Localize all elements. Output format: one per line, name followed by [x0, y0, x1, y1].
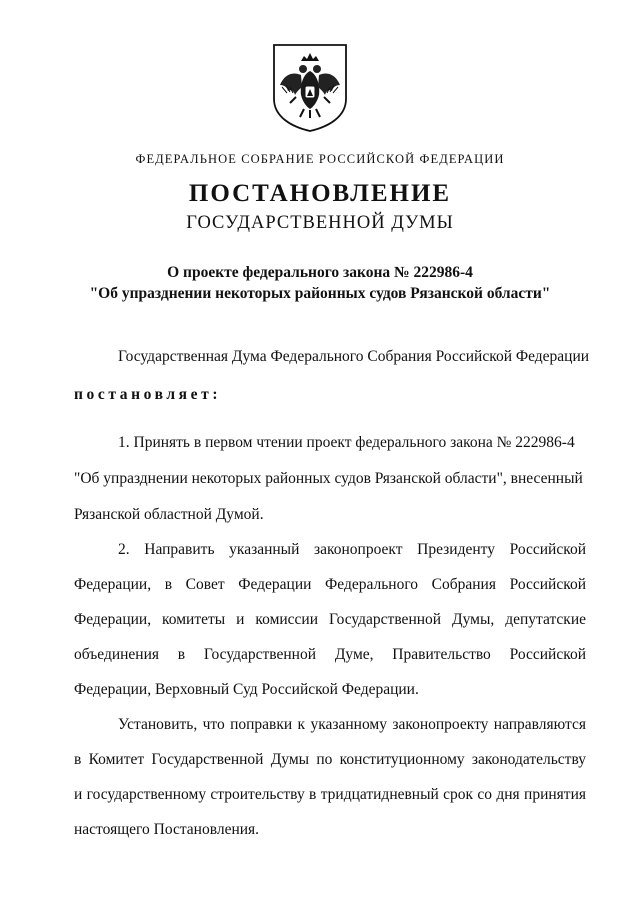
item1-line-3: Рязанской областной Думой.	[74, 506, 264, 523]
coat-of-arms-emblem	[270, 41, 350, 133]
item3-line-3: и государственному строительству в тридцатидневный срок со дня принятия	[74, 786, 586, 803]
item1-line-1: 1. Принять в первом чтении проект федерального закона № 222986-4	[118, 434, 575, 451]
item3-line-4: настоящего Постановления.	[74, 821, 260, 838]
resolves-text: постановляет:	[74, 386, 222, 403]
subject-line-1: О проекте федерального закона № 222986-4	[167, 264, 473, 281]
item2-line-4: объединения в Государственной Думе, Правительство Российской	[74, 646, 586, 663]
item2-line-3: Федерации, комитеты и комиссии Государственной Думы, депутатские	[74, 611, 586, 628]
item2-line-1: 2. Направить указанный законопроект Президенту Российской	[118, 541, 586, 558]
intro-text: Государственная Дума Федерального Собрания Российской Федерации	[118, 348, 590, 365]
item3-line-2: в Комитет Государственной Думы по конституционному законодательству	[74, 751, 586, 768]
subject-line-2: "Об упразднении некоторых районных судов Рязанской области"	[89, 285, 551, 302]
item2-line-2: Федерации, в Совет Федерации Федерального Собрания Российской	[74, 576, 586, 593]
organization-header: ФЕДЕРАЛЬНОЕ СОБРАНИЕ РОССИЙСКОЙ ФЕДЕРАЦИИ	[135, 152, 505, 166]
issuer-title: ГОСУДАРСТВЕННОЙ ДУМЫ	[186, 213, 454, 233]
document-type-title: ПОСТАНОВЛЕНИЕ	[188, 180, 452, 207]
item3-line-1: Установить, что поправки к указанному законопроекту направляются	[118, 716, 586, 733]
item1-line-2: "Об упразднении некоторых районных судов Рязанской области", внесенный	[74, 470, 583, 487]
item2-line-5: Федерации, Верховный Суд Российской Федерации.	[74, 681, 419, 698]
